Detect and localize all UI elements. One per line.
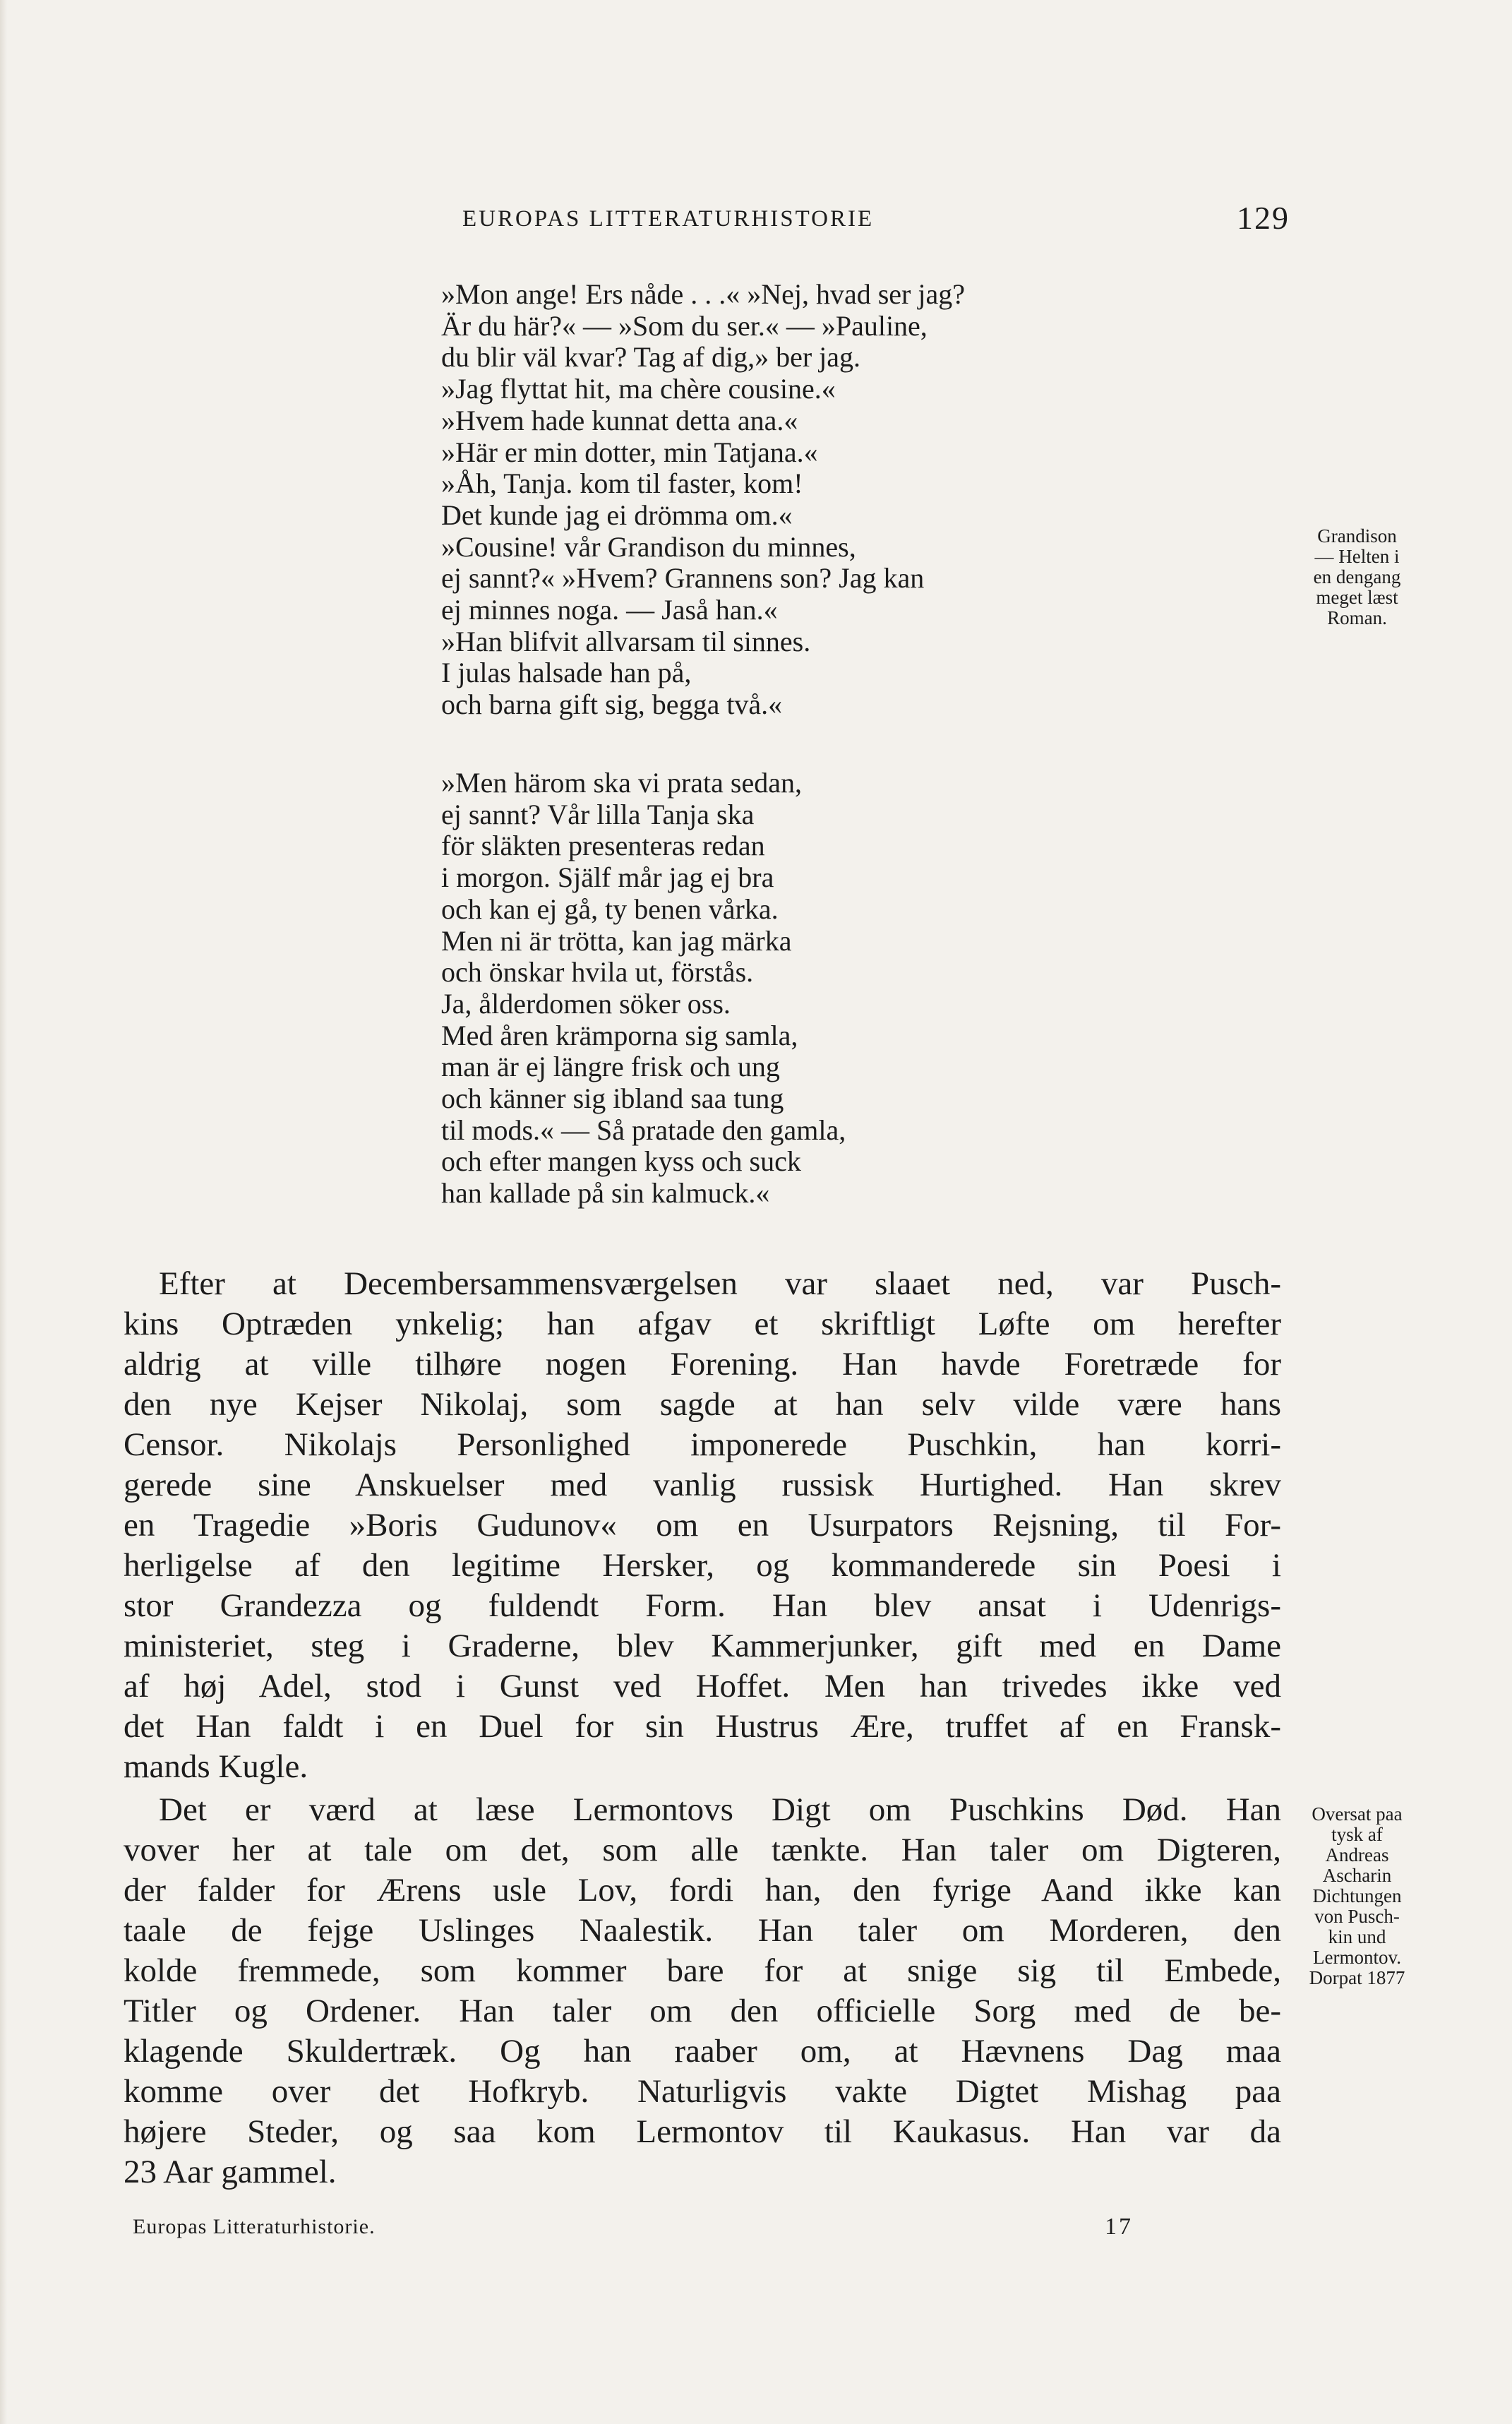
margin-note-line: tysk af — [1331, 1824, 1383, 1845]
poem-line: och barna gift sig, begga två.« — [441, 688, 783, 721]
prose-line: af høj Adel, stod i Gunst ved Hoffet. Men han trivedes ikke ved — [124, 1668, 1281, 1704]
prose-line: aldrig at ville tilhøre nogen Forening. Han havde Foretræde for — [124, 1346, 1281, 1383]
margin-note-line: Andreas — [1325, 1844, 1389, 1865]
margin-note-line: kin und — [1328, 1926, 1386, 1947]
poem-line: »Mon ange! Ers nåde . . .« »Nej, hvad ser jag? — [441, 278, 965, 310]
prose-line: mands Kugle. — [124, 1748, 308, 1785]
prose-line: stor Grandezza og fuldendt Form. Han blev ansat i Udenrigs- — [124, 1587, 1281, 1624]
prose-line: komme over det Hofkryb. Naturligvis vakte Digtet Mishag paa — [124, 2073, 1281, 2110]
margin-note-grandison — [1285, 526, 1429, 628]
margin-note-line: meget læst — [1316, 587, 1398, 608]
poem-line: och kan ej gå, ty benen vårka. — [441, 892, 779, 925]
margin-note-line: en dengang — [1313, 566, 1401, 587]
margin-note-line: von Pusch- — [1314, 1906, 1400, 1927]
poem-line: och efter mangen kyss och suck — [441, 1145, 801, 1178]
margin-note-line: Roman. — [1327, 607, 1387, 628]
printer-signature: 17 — [1105, 2214, 1133, 2240]
prose-line: taale de fejge Uslinges Naalestik. Han taler om Morderen, den — [124, 1912, 1281, 1949]
margin-note-line: Dorpat 1877 — [1309, 1967, 1405, 1988]
poem-line: »Jag flyttat hit, ma chère cousine.« — [441, 373, 836, 405]
prose-line: kolde fremmede, som kommer bare for at snige sig til Embede, — [124, 1952, 1281, 1989]
poem-line: ej minnes noga. — Jaså han.« — [441, 594, 778, 626]
poem-line: Men ni är trötta, kan jag märka — [441, 924, 792, 957]
prose-line: det Han faldt i en Duel for sin Hustrus Ære, truffet af en Fransk- — [124, 1708, 1281, 1745]
poem-line: Med åren krämporna sig samla, — [441, 1019, 798, 1051]
prose-line: klagende Skuldertræk. Og han raaber om, at Hævnens Dag maa — [124, 2033, 1281, 2070]
page-edge-shadow — [0, 0, 7, 2424]
margin-note-translation — [1285, 1804, 1429, 1988]
prose-line: herligelse af den legitime Hersker, og kommanderede sin Poesi i — [124, 1547, 1281, 1584]
prose-paragraph-2 — [124, 1790, 1281, 2192]
margin-note-line: Dichtungen — [1312, 1885, 1402, 1906]
poem-line: Det kunde jag ei drömma om.« — [441, 498, 793, 531]
prose-line: kins Optræden ynkelig; han afgav et skriftligt Løfte om herefter — [124, 1306, 1281, 1342]
poem-line: för släkten presenteras redan — [441, 830, 765, 862]
prose-line: gerede sine Anskuelser med vanlig russisk Hurtighed. Han skrev — [124, 1467, 1281, 1503]
poem-line: »Hvem hade kunnat detta ana.« — [441, 404, 798, 436]
poem-line: »Här er min dotter, min Tatjana.« — [441, 436, 818, 468]
prose-line: der falder for Ærens usle Lov, fordi han, den fyrige Aand ikke kan — [124, 1872, 1281, 1909]
prose-line: 23 Aar gammel. — [124, 2154, 337, 2190]
poem-line: »Cousine! vår Grandison du minnes, — [441, 530, 856, 563]
margin-note-line: — Helten i — [1314, 546, 1400, 567]
poem-line: och önskar hvila ut, förstås. — [441, 956, 754, 989]
margin-note-line: Grandison — [1317, 525, 1397, 547]
margin-note-line: Ascharin — [1322, 1865, 1392, 1886]
margin-note-line: Lermontov. — [1313, 1947, 1401, 1968]
footer-book-title: Europas Litteraturhistorie. — [133, 2215, 376, 2238]
poem-line: I julas halsade han på, — [441, 657, 692, 689]
page-number: 129 — [1237, 200, 1290, 236]
poem-line: och känner sig ibland saa tung — [441, 1082, 784, 1115]
prose-line: den nye Kejser Nikolaj, som sagde at han selv vilde være hans — [124, 1386, 1281, 1423]
poem-stanza-1 — [441, 279, 965, 721]
prose-line: Efter at Decembersammensværgelsen var slaaet ned, var Pusch- — [159, 1265, 1281, 1302]
poem-line: »Men härom ska vi prata sedan, — [441, 767, 802, 799]
poem-line: Är du här?« — »Som du ser.« — »Pauline, — [441, 309, 928, 342]
prose-line: vover her at tale om det, som alle tænkte. Han taler om Digteren, — [124, 1832, 1281, 1868]
poem-line: »Åh, Tanja. kom til faster, kom! — [441, 467, 803, 500]
poem-line: til mods.« — Så pratade den gamla, — [441, 1114, 846, 1146]
margin-note-line: Oversat paa — [1312, 1803, 1403, 1825]
prose-line: en Tragedie »Boris Gudunov« om en Usurpators Rejsning, til For- — [124, 1507, 1281, 1544]
prose-line: Titler og Ordener. Han taler om den officielle Sorg med de be- — [124, 1993, 1281, 2029]
poem-line: han kallade på sin kalmuck.« — [441, 1177, 770, 1210]
running-title: EUROPAS LITTERATURHISTORIE — [462, 206, 875, 232]
prose-line: højere Steder, og saa kom Lermontov til Kaukasus. Han var da — [124, 2113, 1281, 2150]
poem-line: du blir väl kvar? Tag af dig,» ber jag. — [441, 341, 861, 374]
poem-line: man är ej längre frisk och ung — [441, 1051, 780, 1083]
poem-line: ej sannt? Vår lilla Tanja ska — [441, 798, 755, 830]
poem-line: i morgon. Själf mår jag ej bra — [441, 861, 774, 894]
prose-line: Censor. Nikolajs Personlighed imponerede Puschkin, han korri- — [124, 1426, 1281, 1463]
poem-stanza-2 — [441, 768, 846, 1210]
poem-line: ej sannt?« »Hvem? Grannens son? Jag kan — [441, 562, 925, 595]
prose-line: ministeriet, steg i Graderne, blev Kammerjunker, gift med en Dame — [124, 1628, 1281, 1664]
prose-paragraph-1 — [124, 1264, 1281, 1787]
poem-line: »Han blifvit allvarsam til sinnes. — [441, 625, 811, 657]
prose-line: Det er værd at læse Lermontovs Digt om Puschkins Død. Han — [159, 1791, 1281, 1828]
poem-line: Ja, ålderdomen söker oss. — [441, 987, 731, 1020]
